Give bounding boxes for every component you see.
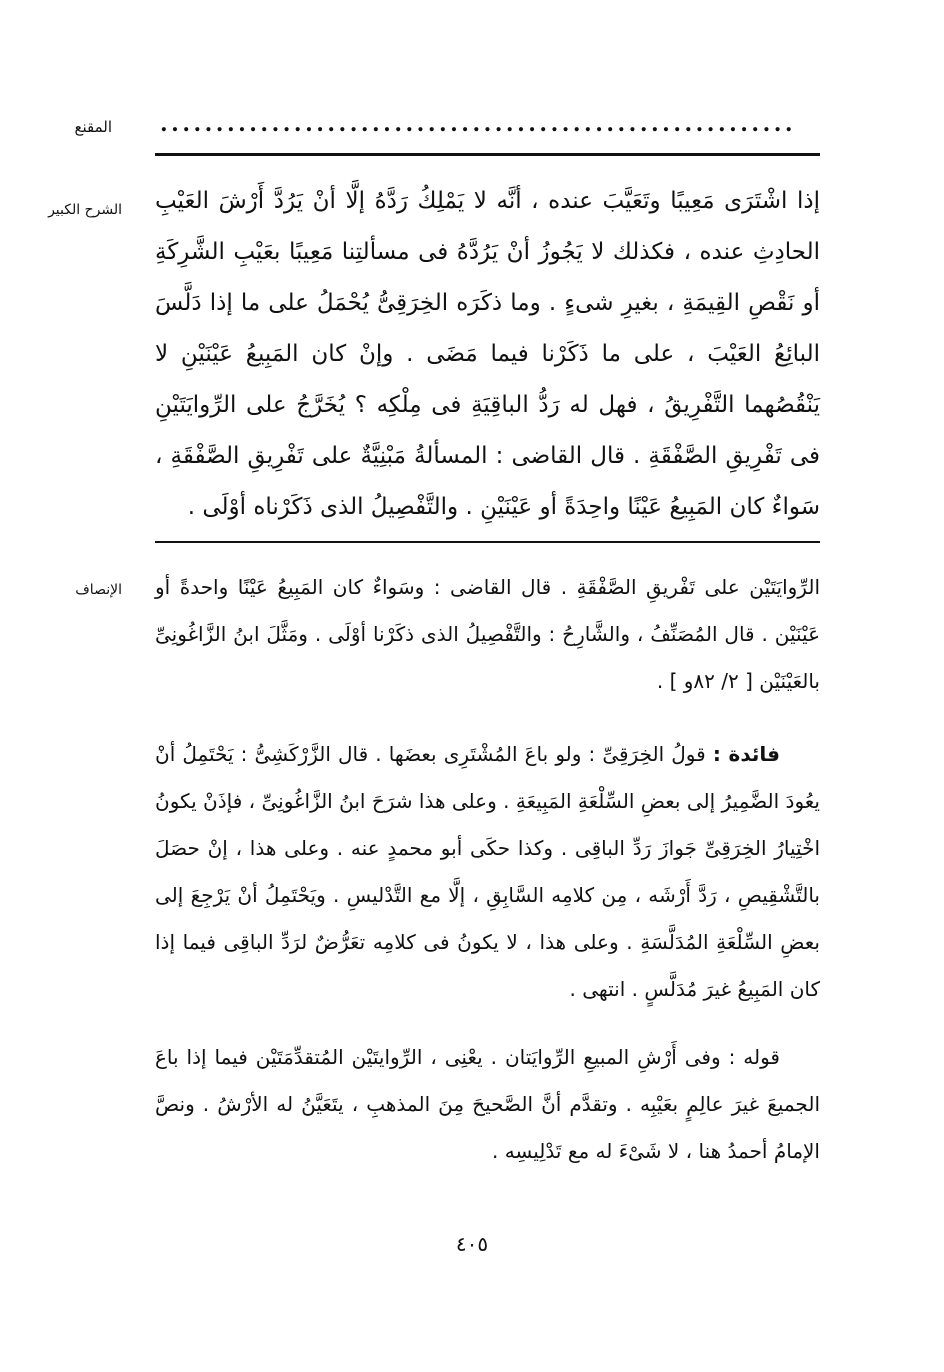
insaf-paragraph: الرِّوايَتَيْن على تَفْريقِ الصَّفْقَةِ . قال القاضى : وسَواءٌ كان المَبِيعُ عَيْنًا واحدةً أو عَيْنَيْن . قال المُصَنِّفُ ، والشَّارِحُ : والتَّفْصِيلُ الذى ذكَرْنا أوْلَى . ومَثَّلَ ابنُ الزَّاغُونِىِّ بالعَيْنَيْن [ ٢/ ٨٢و ] . xyxy=(155,575,820,693)
running-header-title: المقنع xyxy=(74,118,112,136)
faida-lead: فائدة : xyxy=(712,742,780,766)
page-number: ٤٠٥ xyxy=(455,1232,489,1256)
insaf-section xyxy=(155,564,820,705)
header-rule xyxy=(155,153,820,156)
header-dotted-leader: ......................................................... xyxy=(160,112,797,136)
side-label-insaf: الإنصاف xyxy=(75,582,122,598)
section-divider xyxy=(155,541,820,543)
faida-section xyxy=(155,731,820,1013)
faida-text: قولُ الخِرَقِىِّ : ولو باعَ المُشْتَرِى بعضَها . قال الزَّرْكَشِىُّ : يَحْتَمِلُ أنْ يعُودَ الضَّمِيرُ إلى بعضِ السِّلْعَةِ المَبِيعَةِ . وعلى هذا شرَحَ ابنُ الزَّاغُونِىِّ ، فإذَنْ يكونُ اخْتِيارُ الخِرَقِىِّ جَوازَ رَدِّ الباقِى . وكذا حكَى أبو محمدٍ عنه . وعلى هذا ، إنْ حصَلَ بالتَّشْقِيصِ ، رَدَّ أَرْشَه ، مِن كلامِه السَّابِقِ ، إلَّا مع التَّدْليسِ . ويَحْتَمِلُ أنْ يَرْجِعَ إلى بعضِ السِّلْعَةِ المُدَلَّسَةِ . وعلى هذا ، لا يكونُ فى كلامِه تعَرُّضٌ لرَدِّ الباقِى فيما إذا كان المَبِيعُ غيرَ مُدَلَّسٍ . انتهى . xyxy=(155,742,820,1001)
sharh-section xyxy=(155,176,820,533)
side-label-sharh: الشرح الكبير xyxy=(48,202,122,218)
sharh-paragraph: إذا اشْتَرَى مَعِيبًا وتَعَيَّبَ عنده ، أنَّه لا يَمْلِكُ رَدَّهُ إلَّا أنْ يَرُدَّ أَرْشَ العَيْبِ الحادِثِ عنده ، فكذلك لا يَجُوزُ أنْ يَرُدَّهُ فى مسألتِنا مَعِيبًا بعَيْبِ الشَّرِكَةِ أو نَقْصِ القِيمَةِ ، بغيرِ شىءٍ . وما ذكَرَه الخِرَقِىُّ يُحْمَلُ على ما إذا دَلَّسَ البائِعُ العَيْبَ ، على ما ذَكَرْنا فيما مَضَى . وإنْ كان المَبِيعُ عَيْنَيْنِ لا يَنْقُصُهما التَّفْرِيقُ ، فهل له رَدُّ الباقِيَةِ فى مِلْكِه ؟ يُخَرَّجُ على الرِّوايَتَيْنِ فى تَفْرِيقِ الصَّفْقَةِ . قال القاضى : المسألةُ مَبْنِيَّةٌ على تَفْرِيقِ الصَّفْقَةِ ، سَواءٌ كان المَبِيعُ عَيْنًا واحِدَةً أو عَيْنَيْنِ . والتَّفْصِيلُ الذى ذَكَرْناه أوْلَى . xyxy=(155,188,820,520)
qawluh-section xyxy=(155,1034,820,1175)
faida-paragraph xyxy=(155,731,820,1013)
qawluh-paragraph: قوله : وفى أَرْشِ المبيعِ الرِّوايَتان . يعْنِى ، الرِّوايتَيْن المُتقدِّمَتَيْن فيما إذا باعَ الجميعَ غيرَ عالِمٍ بعَيْبِه . وتقدَّم أنَّ الصَّحيحَ مِنَ المذهبِ ، يتَعَيَّنُ له الأرْشُ . ونصَّ الإمامُ أحمدُ هنا ، لا شَىْءَ له مع تَدْلِيسِه . xyxy=(155,1045,820,1163)
